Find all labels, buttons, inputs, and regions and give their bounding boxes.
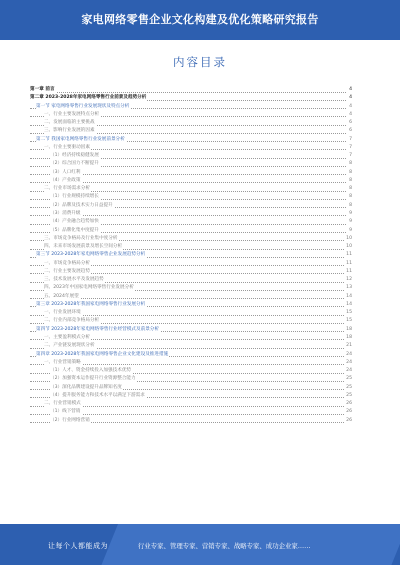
toc-entry[interactable]: [30, 260, 352, 268]
toc-entry[interactable]: [30, 351, 352, 359]
toc-entry[interactable]: [30, 309, 352, 317]
toc-entry[interactable]: [30, 169, 352, 177]
toc-entry-title: 三、市场竞争格局及行业集中度分析: [44, 235, 119, 243]
toc-entry-page: 18: [345, 326, 352, 334]
toc-entry-title: （3）深化品牌建设提升品牌知名度: [50, 384, 123, 392]
toc-entry-page: 24: [345, 367, 352, 375]
toc-entry-page: 24: [345, 359, 352, 367]
toc-entry-title: （2）行业网络营销: [50, 417, 91, 425]
toc-entry[interactable]: [30, 326, 352, 334]
toc-entry-title: 二、发展面临的主要挑战: [44, 119, 96, 127]
toc-entry[interactable]: [30, 384, 352, 392]
toc-entry-page: 26: [345, 417, 352, 425]
toc-entry-page: 14: [345, 301, 352, 309]
footer-banner: [0, 524, 400, 565]
toc-entry[interactable]: [30, 94, 352, 102]
toc-heading: 内容目录: [173, 55, 227, 69]
toc-entry-title: （2）综合国力不断提升: [50, 160, 100, 168]
toc-entry-page: 14: [345, 293, 352, 301]
toc-entry[interactable]: [30, 392, 352, 400]
toc-entry-page: 7: [348, 144, 352, 152]
toc-entry[interactable]: [30, 177, 352, 185]
toc-entry-page: 8: [348, 177, 352, 185]
toc-entry-page: 7: [348, 152, 352, 160]
toc-entry-page: 15: [345, 309, 352, 317]
toc-entry[interactable]: [30, 293, 352, 301]
toc-entry-title: 三、技术发展水平及发展趋势: [44, 276, 105, 284]
toc-entry-page: 8: [348, 169, 352, 177]
toc-entry-page: 25: [345, 392, 352, 400]
toc-entry[interactable]: [30, 359, 352, 367]
toc-entry[interactable]: [30, 127, 352, 135]
toc-entry[interactable]: [30, 408, 352, 416]
toc-entry[interactable]: [30, 144, 352, 152]
toc-entry-page: 13: [345, 284, 352, 292]
toc-entry-title: 第一章 前言: [30, 86, 56, 94]
toc-entry-page: 25: [345, 375, 352, 383]
toc-entry-title: 第四章 2023-2028年我国家电网络零售企业文化建设及推进措施: [36, 351, 169, 359]
toc-entry-title: （1）行业规模持续增长: [50, 193, 100, 201]
toc-entry[interactable]: [30, 152, 352, 160]
toc-entry[interactable]: [30, 227, 352, 235]
toc-entry[interactable]: [30, 400, 352, 408]
toc-entry[interactable]: [30, 284, 352, 292]
toc-entry-title: （1）人才、资金持续投入加强技术优势: [50, 367, 132, 375]
toc-entry[interactable]: [30, 342, 352, 350]
toc-entry-title: （3）人口红利: [50, 169, 82, 177]
toc-entry[interactable]: [30, 119, 352, 127]
toc-entry-page: 9: [348, 210, 352, 218]
toc-entry-title: 一、行业主要驱动因素: [44, 144, 91, 152]
toc-entry-page: 26: [345, 400, 352, 408]
toc-entry-page: 4: [348, 94, 352, 102]
toc-entry-page: 6: [348, 127, 352, 135]
toc-entry-title: 一、行业营销策略: [44, 359, 82, 367]
toc-entry[interactable]: [30, 268, 352, 276]
toc-entry-title: 二、行业营销模式: [44, 400, 82, 408]
toc-entry-page: 10: [345, 243, 352, 251]
toc-entry-page: 12: [345, 276, 352, 284]
toc-entry-title: 第三节 2023-2028年家电网络零售企业发展趋势分析: [36, 251, 146, 259]
toc-entry[interactable]: [30, 210, 352, 218]
toc-entry[interactable]: [30, 103, 352, 111]
toc-entry-page: 8: [348, 185, 352, 193]
toc-entry-title: 第二节 我国家电网络零售行业发展前景分析: [36, 136, 126, 144]
toc-entry-page: 4: [348, 103, 352, 111]
toc-entry-page: 21: [345, 342, 352, 350]
report-title: 家电网络零售企业文化构建及优化策略研究报告: [81, 13, 319, 26]
toc-entry[interactable]: [30, 136, 352, 144]
toc-entry-page: 10: [345, 235, 352, 243]
toc-entry[interactable]: [30, 111, 352, 119]
toc-entry[interactable]: [30, 276, 352, 284]
toc-entry[interactable]: [30, 301, 352, 309]
toc-entry-title: 第四节 2023-2028年家电网络零售行业经营模式及前景分析: [36, 326, 160, 334]
toc-entry[interactable]: [30, 86, 352, 94]
table-of-contents: [30, 86, 352, 425]
toc-entry-page: 18: [345, 334, 352, 342]
toc-entry-title: 四、2023年中国家电网络零售行业发展分析: [44, 284, 135, 292]
toc-entry-page: 4: [348, 111, 352, 119]
toc-entry-title: （1）线下营销: [50, 408, 82, 416]
toc-entry[interactable]: [30, 367, 352, 375]
toc-entry-page: 26: [345, 408, 352, 416]
toc-entry-page: 7: [348, 136, 352, 144]
toc-entry-title: 二、产业链发展现状分析: [44, 342, 96, 350]
toc-entry-page: 11: [345, 260, 352, 268]
footer-tagline: 行业专家、管理专家、营销专家、战略专家、成功企业家……: [138, 542, 311, 550]
toc-entry-title: （2）品牌及技术实力日益提升: [50, 202, 114, 210]
toc-entry-title: 四、未来市场发展前景及增长空间分析: [44, 243, 123, 251]
toc-entry[interactable]: [30, 251, 352, 259]
toc-entry-title: （4）产业政策: [50, 177, 82, 185]
toc-entry-title: 一、行业发展环境: [44, 309, 82, 317]
toc-entry[interactable]: [30, 235, 352, 243]
toc-entry-page: 9: [348, 218, 352, 226]
toc-entry-page: 25: [345, 384, 352, 392]
toc-entry-title: 二、行业市场需求分析: [44, 185, 91, 193]
toc-entry-title: 二、行业主要发展趋势: [44, 268, 91, 276]
toc-dot-leader: [30, 92, 346, 93]
toc-entry-title: 一、行业主要发展特点分析: [44, 111, 100, 119]
toc-entry[interactable]: [30, 218, 352, 226]
toc-entry-page: 15: [345, 317, 352, 325]
toc-entry-page: 24: [345, 351, 352, 359]
toc-entry[interactable]: [30, 334, 352, 342]
toc-entry-title: 第一节 家电网络零售行业发展现状及特点分析: [36, 103, 130, 111]
toc-entry[interactable]: [30, 375, 352, 383]
toc-entry-page: 8: [348, 193, 352, 201]
toc-entry-title: 二、行业内部竞争格局分析: [44, 317, 100, 325]
toc-entry-page: 11: [345, 251, 352, 259]
toc-entry-title: （3）消费升级: [50, 210, 82, 218]
toc-entry[interactable]: [30, 317, 352, 325]
toc-entry[interactable]: [30, 193, 352, 201]
footer-slogan: 让每个人都能成为: [48, 542, 108, 550]
toc-entry[interactable]: [30, 185, 352, 193]
toc-entry-title: 一、市场竞争格局分析: [44, 260, 91, 268]
toc-entry-title: 五、2024年展望: [44, 293, 80, 301]
toc-entry[interactable]: [30, 202, 352, 210]
toc-entry-page: 8: [348, 160, 352, 168]
toc-entry-title: （5）品牌化集中度提升: [50, 227, 100, 235]
toc-entry[interactable]: [30, 243, 352, 251]
toc-entry-title: 一、主要盈利模式分析: [44, 334, 91, 342]
toc-entry-title: （4）提升服务能力和技术水平以满足下游需求: [50, 392, 146, 400]
toc-entry-title: （4）产业融合趋势加快: [50, 218, 100, 226]
toc-entry[interactable]: [30, 160, 352, 168]
toc-entry-title: （2）加强资本运作提升行业资源整合能力: [50, 375, 137, 383]
toc-entry-title: 三、影响行业发展的因素: [44, 127, 96, 135]
report-header: [0, 0, 400, 40]
toc-entry[interactable]: [30, 417, 352, 425]
toc-entry-title: （1）经济持续稳健发展: [50, 152, 100, 160]
toc-entry-page: 8: [348, 202, 352, 210]
toc-entry-page: 9: [348, 227, 352, 235]
toc-entry-title: 第三章 2023-2028年我国家电网络零售行业发展分析: [36, 301, 146, 309]
toc-entry-page: 6: [348, 119, 352, 127]
toc-entry-page: 4: [348, 86, 352, 94]
toc-entry-title: 第二章 2023-2028年家电网络零售行业前景及趋势分析: [30, 94, 147, 102]
toc-entry-page: 11: [345, 268, 352, 276]
